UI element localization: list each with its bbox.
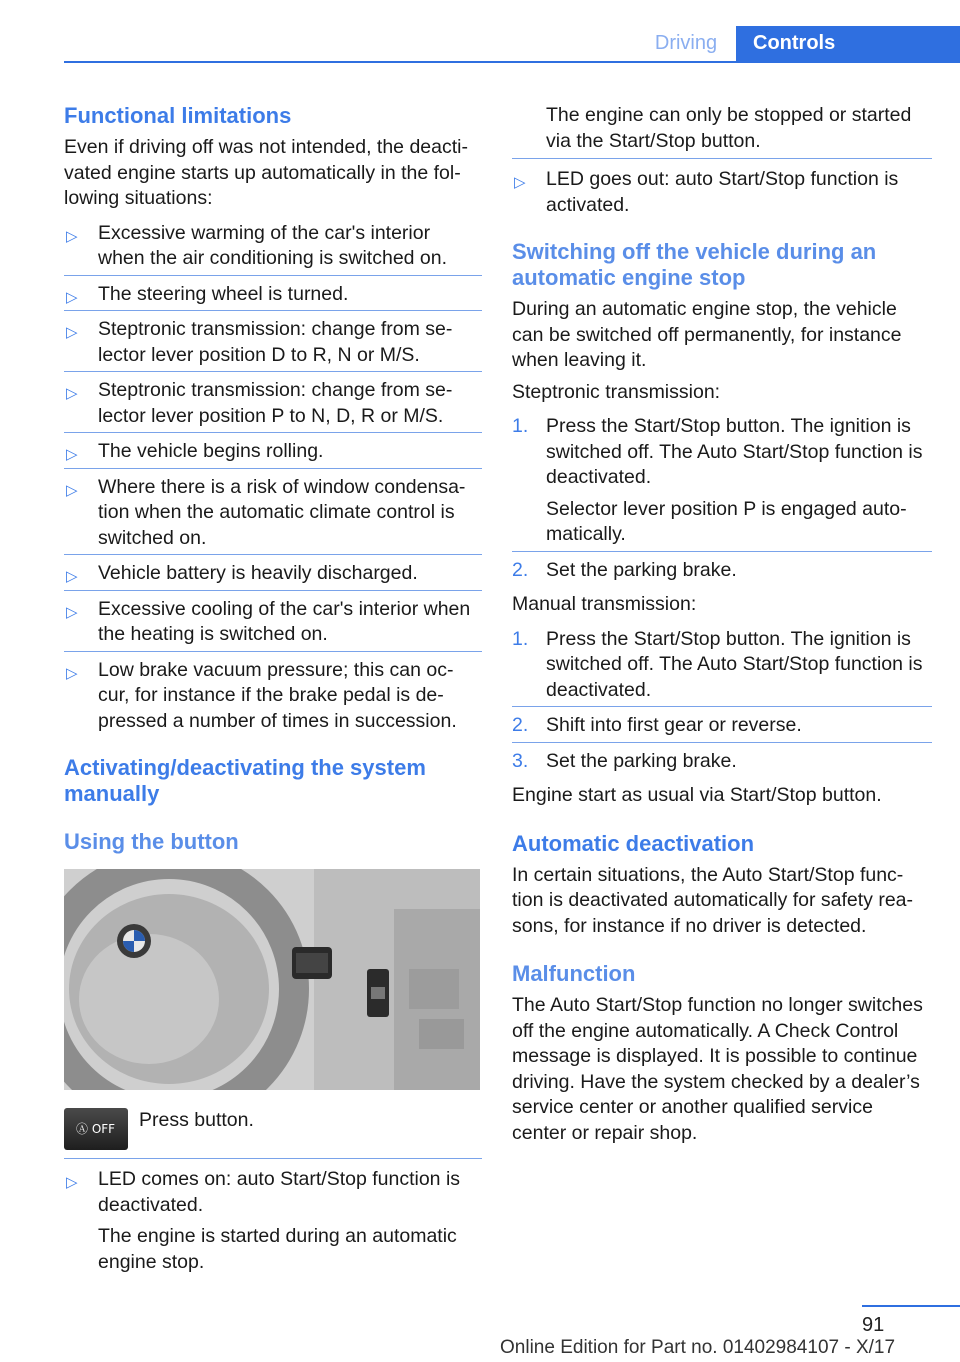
list-item: ▷ Vehicle battery is heavily discharged.	[64, 554, 482, 590]
steering-wheel-photo	[64, 869, 480, 1090]
led-list	[64, 1158, 482, 1278]
triangle-bullet-icon: ▷	[66, 446, 78, 463]
list-item: ▷ The vehicle begins rolling.	[64, 432, 482, 468]
edition-footer: Online Edition for Part no. 01402984107 - X/17	[500, 1337, 896, 1358]
heading-automatic-deactivation: Automatic deactivation	[512, 830, 755, 856]
engine-start-text: Engine start as usual via Start/Stop button.	[512, 784, 882, 806]
heading-functional-limitations: Functional limitations	[64, 103, 292, 128]
malfunction-text: The Auto Start/Stop function no longer switches off the engine automatically. A Check Control message is displayed. It is possible to continue driving. Have the system checked by a dealer’s service center or another qualified service center or repair shop.	[512, 994, 923, 1144]
left-column	[64, 103, 482, 1278]
triangle-bullet-icon: ▷	[66, 324, 78, 341]
triangle-bullet-icon: ▷	[66, 288, 78, 306]
steering-wheel-illustration	[64, 869, 480, 1090]
page-number: 91	[862, 1314, 885, 1336]
heading-malfunction: Malfunction	[512, 961, 636, 986]
heading-switching-off: Switching off the vehicle during an automatic engine stop	[512, 239, 877, 290]
triangle-bullet-icon: ▷	[66, 664, 78, 682]
list-item: 1. Press the Start/Stop button. The ignition is switched off. The Auto Start/Stop function is deactivated.	[512, 627, 923, 701]
auto-start-stop-off-button-icon: Ⓐ OFF	[64, 1108, 128, 1150]
button-instruction-row	[64, 1108, 482, 1152]
press-button-text: Press button.	[139, 1109, 254, 1131]
list-item: ▷ Low brake vacuum pressure; this can oc‐cur, for instance if the brake pedal is de‐pressed a number of times in succession.	[64, 651, 482, 738]
steptronic-steps	[512, 411, 932, 586]
list-item: ▷ LED comes on: auto Start/Stop function is deactivated. The engine is started during an automatic engine stop.	[64, 1158, 482, 1278]
list-item: 1. Press the Start/Stop button. The ignition is switched off. The Auto Start/Stop function is deactivated. Selector lever position P is engaged auto‐matically.	[512, 415, 923, 545]
triangle-bullet-icon: ▷	[66, 385, 78, 402]
list-item: 2. Set the parking brake.	[512, 551, 932, 587]
list-item: ▷ Excessive cooling of the car's interior when the heating is switched on.	[64, 590, 482, 651]
heading-using-the-button: Using the button	[64, 829, 239, 854]
footer-rule	[862, 1305, 960, 1307]
heading-activating-deactivating: Activating/deactivating the system manually	[64, 755, 426, 806]
triangle-bullet-icon: ▷	[66, 603, 78, 621]
list-item: 3. Set the parking brake.	[512, 742, 932, 778]
led-on-note: The engine is started during an automatic engine stop.	[98, 1225, 457, 1273]
list-item: 2. Shift into first gear or reverse.	[512, 706, 932, 742]
list-item: ▷ Where there is a risk of window condensa‐tion when the automatic climate control is switched on.	[64, 468, 482, 555]
triangle-bullet-icon: ▷	[66, 1174, 78, 1191]
automatic-deactivation-text: In certain situations, the Auto Start/Stop func‐tion is deactivated automatically for safety rea‐sons, for instance if no driver is detected.	[512, 863, 914, 937]
led-out-list	[512, 158, 932, 221]
right-column	[512, 103, 932, 1146]
functional-limitations-intro: Even if driving off was not intended, the deacti‐vated engine starts up automatically in the fol‐lowing situations:	[64, 136, 468, 209]
triangle-bullet-icon: ▷	[514, 174, 526, 191]
list-item: ▷ The steering wheel is turned.	[64, 275, 482, 311]
manual-label: Manual transmission:	[512, 593, 697, 615]
list-item: ▷ Excessive warming of the car's interior when the air conditioning is switched on.	[66, 221, 448, 269]
header-section-driving: Driving	[654, 32, 718, 54]
triangle-bullet-icon: ▷	[66, 568, 78, 585]
functional-limitations-list	[64, 218, 482, 738]
list-item: ▷ Steptronic transmission: change from se‐lector lever position P to N, D, R or M/S.	[64, 371, 482, 432]
triangle-bullet-icon: ▷	[66, 481, 78, 499]
steptronic-label: Steptronic transmission:	[512, 380, 721, 403]
list-item: ▷ LED goes out: auto Start/Stop function is activated.	[512, 158, 932, 221]
manual-steps	[512, 624, 932, 778]
header-rule	[64, 61, 960, 63]
triangle-bullet-icon: ▷	[66, 227, 78, 245]
header-chapter-controls: Controls	[736, 26, 960, 61]
led-on-note-continued: The engine can only be stopped or started via the Start/Stop button.	[546, 104, 912, 152]
switching-off-intro: During an automatic engine stop, the vehicle can be switched off permanently, for instance when leaving it.	[512, 298, 902, 371]
list-item: ▷ Steptronic transmission: change from se‐lector lever position D to R, N or M/S.	[64, 310, 482, 371]
